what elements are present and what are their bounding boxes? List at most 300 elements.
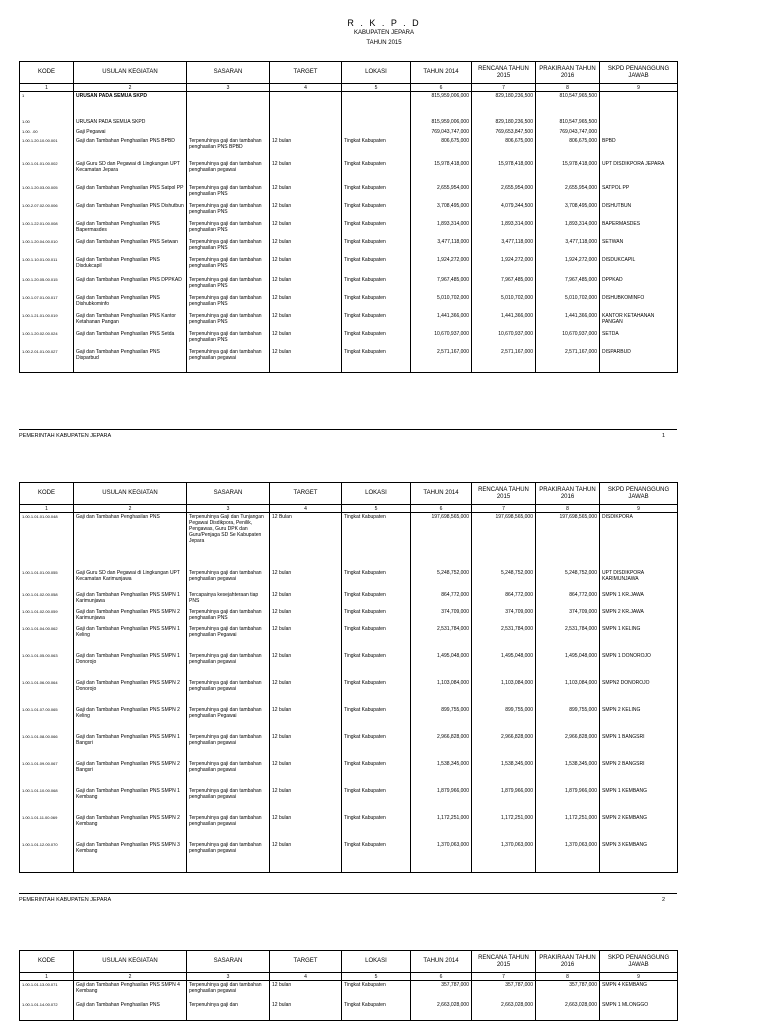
cell-target: 12 bulan [270, 760, 342, 787]
column-number: 1 [20, 973, 74, 981]
cell-skpd: DISHUTBUN [600, 202, 678, 220]
cell-rencana-2015: 769,653,847,500 [472, 128, 536, 137]
cell-sasaran: Terpenuhinya gaji dan [187, 1001, 270, 1021]
cell-usulan-kegiatan: Gaji dan Tambahan Penghasilan PNS SMPN 1 Bangsri [74, 733, 187, 760]
cell-target: 12 bulan [270, 276, 342, 294]
table-row [20, 841, 678, 873]
column-number: 4 [270, 505, 342, 513]
cell-usulan-kegiatan: Gaji dan Tambahan Penghasilan PNS SMPN 1 Keling [74, 625, 187, 652]
cell-skpd: SMPN 4 KEMBANG [600, 981, 678, 1001]
column-number: 4 [270, 973, 342, 981]
report-title: R . K . P . D [347, 18, 421, 28]
cell-target: 12 bulan [270, 238, 342, 256]
cell-skpd [600, 92, 678, 118]
cell-tahun-2014: 1,879,966,000 [411, 787, 472, 814]
cell-prakiraan-2016: 3,477,118,000 [536, 238, 600, 256]
cell-usulan-kegiatan: Gaji Pegawai [74, 128, 187, 137]
column-number: 2 [74, 84, 187, 92]
table-row [20, 591, 678, 608]
cell-kode: 1.00.1.22.01.00.008 [20, 220, 74, 238]
cell-skpd: BAPERMASDES [600, 220, 678, 238]
table-row [20, 184, 678, 202]
table-row [20, 330, 678, 348]
cell-kode: 1.00.1.01.07.00.065 [20, 706, 74, 733]
cell-prakiraan-2016: 5,248,752,000 [536, 569, 600, 591]
cell-kode: 1.00.1.10.01.00.011 [20, 256, 74, 276]
cell-sasaran: Terpenuhinya gaji dan tambahan penghasilan PNS [187, 220, 270, 238]
cell-tahun-2014: 2,531,784,000 [411, 625, 472, 652]
table-row [20, 160, 678, 184]
cell-skpd: SMPN 1 MLONGGO [600, 1001, 678, 1021]
cell-prakiraan-2016: 3,708,495,000 [536, 202, 600, 220]
column-header-usulan-kegiatan: USULAN KEGIATAN [74, 951, 187, 973]
cell-kode: 1.00.1.01.14.00.072 [20, 1001, 74, 1021]
cell-target: 12 bulan [270, 348, 342, 373]
column-header-target: TARGET [270, 951, 342, 973]
column-header-skpd: SKPD PENANGGUNG JAWAB [600, 483, 678, 505]
cell-rencana-2015: 806,675,000 [472, 137, 536, 160]
cell-lokasi: Tingkat Kabupaten [342, 706, 411, 733]
column-header-target: TARGET [270, 62, 342, 84]
cell-sasaran: Terpenuhinya gaji dan tambahan penghasilan pegawai [187, 160, 270, 184]
cell-tahun-2014: 2,966,828,000 [411, 733, 472, 760]
cell-skpd: DISDUKCAPIL [600, 256, 678, 276]
cell-target [270, 92, 342, 118]
cell-skpd: UPT DISDIKPORA JEPARA [600, 160, 678, 184]
table-row [20, 348, 678, 373]
cell-kode: 1.00.1.07.01.00.017 [20, 294, 74, 312]
column-number: 6 [411, 84, 472, 92]
column-header-tahun-2014: TAHUN 2014 [411, 951, 472, 973]
cell-tahun-2014: 806,675,000 [411, 137, 472, 160]
column-number: 5 [342, 505, 411, 513]
page-2-table [19, 482, 678, 873]
column-header-kode: KODE [20, 62, 74, 84]
cell-target: 12 bulan [270, 256, 342, 276]
cell-usulan-kegiatan: Gaji dan Tambahan Penghasilan PNS Kantor Ketahanan Pangan [74, 312, 187, 330]
cell-sasaran: Terpenuhinya gaji dan tambahan penghasilan Pegawai [187, 706, 270, 733]
cell-rencana-2015: 1,441,366,000 [472, 312, 536, 330]
cell-rencana-2015: 2,663,028,000 [472, 1001, 536, 1021]
cell-prakiraan-2016: 899,755,000 [536, 706, 600, 733]
cell-rencana-2015: 3,477,118,000 [472, 238, 536, 256]
report-subtitle-region: KABUPATEN JEPARA [353, 30, 414, 36]
cell-target: 12 bulan [270, 312, 342, 330]
cell-usulan-kegiatan: Gaji dan Tambahan Penghasilan PNS Disdukcapil [74, 256, 187, 276]
cell-prakiraan-2016: 15,978,418,000 [536, 160, 600, 184]
table-row [20, 706, 678, 733]
cell-prakiraan-2016: 2,966,828,000 [536, 733, 600, 760]
cell-sasaran: Terpenuhinya gaji dan tambahan penghasilan pegawai [187, 787, 270, 814]
cell-sasaran: Terpenuhinya gaji dan tambahan penghasilan PNS BPBD [187, 137, 270, 160]
column-header-sasaran: SASARAN [187, 62, 270, 84]
column-header-lokasi: LOKASI [342, 483, 411, 505]
cell-usulan-kegiatan: Gaji dan Tambahan Penghasilan PNS Disparbud [74, 348, 187, 373]
cell-skpd: SMPN 2 KELING [600, 706, 678, 733]
column-number: 2 [74, 973, 187, 981]
cell-usulan-kegiatan: Gaji dan Tambahan Penghasilan PNS Bapermasdes [74, 220, 187, 238]
cell-prakiraan-2016: 2,663,028,000 [536, 1001, 600, 1021]
cell-sasaran: Terpenuhinya gaji dan tambahan penghasilan pegawai [187, 814, 270, 841]
cell-tahun-2014: 15,978,418,000 [411, 160, 472, 184]
cell-target: 12 bulan [270, 841, 342, 873]
cell-rencana-2015: 1,495,048,000 [472, 652, 536, 679]
cell-lokasi [342, 118, 411, 128]
cell-rencana-2015: 1,172,251,000 [472, 814, 536, 841]
cell-target: 12 bulan [270, 733, 342, 760]
cell-rencana-2015: 1,879,966,000 [472, 787, 536, 814]
cell-rencana-2015: 15,978,418,000 [472, 160, 536, 184]
cell-skpd: SETDA [600, 330, 678, 348]
table-row [20, 679, 678, 706]
cell-kode: 1.00.1.20.04.00.010 [20, 238, 74, 256]
report-subtitle-year: TAHUN 2015 [366, 40, 402, 46]
cell-skpd: SMPN 1 KR.JAWA [600, 591, 678, 608]
table-row [20, 1001, 678, 1021]
cell-rencana-2015: 829,180,236,500 [472, 118, 536, 128]
column-number: 3 [187, 505, 270, 513]
cell-lokasi [342, 128, 411, 137]
cell-kode: 1.00.1.01.01.00.048 [20, 513, 74, 569]
cell-usulan-kegiatan: Gaji dan Tambahan Penghasilan PNS Satpol PP [74, 184, 187, 202]
column-header-lokasi: LOKASI [342, 62, 411, 84]
cell-skpd: DISPARBUD [600, 348, 678, 373]
cell-usulan-kegiatan: Gaji dan Tambahan Penghasilan PNS SMPN 4 Kembang [74, 981, 187, 1001]
cell-sasaran: Terpenuhinya gaji dan tambahan penghasilan PNS [187, 202, 270, 220]
cell-prakiraan-2016: 864,772,000 [536, 591, 600, 608]
cell-tahun-2014: 1,924,272,000 [411, 256, 472, 276]
cell-rencana-2015: 5,248,752,000 [472, 569, 536, 591]
cell-tahun-2014: 357,787,000 [411, 981, 472, 1001]
cell-target [270, 118, 342, 128]
cell-lokasi: Tingkat Kabupaten [342, 348, 411, 373]
cell-prakiraan-2016: 2,655,954,000 [536, 184, 600, 202]
column-number: 1 [20, 505, 74, 513]
cell-lokasi: Tingkat Kabupaten [342, 220, 411, 238]
column-number: 7 [472, 505, 536, 513]
cell-usulan-kegiatan: Gaji dan Tambahan Penghasilan PNS SMPN 3 Kembang [74, 841, 187, 873]
cell-kode: 1 [20, 92, 74, 118]
column-number: 8 [536, 505, 600, 513]
cell-sasaran: Terpenuhinya gaji dan tambahan penghasilan pegawai [187, 569, 270, 591]
cell-tahun-2014: 864,772,000 [411, 591, 472, 608]
cell-sasaran: Terpenuhinya gaji dan tambahan penghasilan PNS [187, 276, 270, 294]
cell-rencana-2015: 7,967,485,000 [472, 276, 536, 294]
cell-tahun-2014: 1,495,048,000 [411, 652, 472, 679]
cell-skpd: BPBD [600, 137, 678, 160]
table-row [20, 312, 678, 330]
cell-usulan-kegiatan: Gaji dan Tambahan Penghasilan PNS SMPN 2 Bangsri [74, 760, 187, 787]
cell-lokasi: Tingkat Kabupaten [342, 981, 411, 1001]
table-row [20, 256, 678, 276]
cell-sasaran: Terpenuhinya gaji dan tambahan penghasilan PNS [187, 184, 270, 202]
cell-prakiraan-2016: 2,571,167,000 [536, 348, 600, 373]
cell-skpd: SETWAN [600, 238, 678, 256]
cell-sasaran: Terpenuhinya gaji dan tambahan penghasilan PNS [187, 238, 270, 256]
cell-lokasi: Tingkat Kabupaten [342, 841, 411, 873]
table-row [20, 92, 678, 118]
column-header-prakiraan-2016: PRAKIRAAN TAHUN 2016 [536, 483, 600, 505]
page-3-table [19, 950, 678, 1021]
cell-tahun-2014: 1,893,314,000 [411, 220, 472, 238]
cell-lokasi: Tingkat Kabupaten [342, 184, 411, 202]
column-number: 4 [270, 84, 342, 92]
cell-usulan-kegiatan: Gaji dan Tambahan Penghasilan PNS BPBD [74, 137, 187, 160]
cell-target: 12 bulan [270, 220, 342, 238]
cell-target: 12 bulan [270, 679, 342, 706]
column-number: 2 [74, 505, 187, 513]
cell-lokasi: Tingkat Kabupaten [342, 256, 411, 276]
cell-lokasi: Tingkat Kabupaten [342, 137, 411, 160]
page-number: 2 [661, 897, 665, 903]
cell-usulan-kegiatan: Gaji dan Tambahan Penghasilan PNS Dishubkominfo [74, 294, 187, 312]
cell-sasaran [187, 118, 270, 128]
cell-skpd: DPPKAD [600, 276, 678, 294]
column-number: 7 [472, 84, 536, 92]
cell-sasaran [187, 92, 270, 118]
cell-prakiraan-2016: 2,531,784,000 [536, 625, 600, 652]
cell-lokasi: Tingkat Kabupaten [342, 1001, 411, 1021]
cell-usulan-kegiatan: Gaji Guru SD dan Pegawai di Lingkungan UPT Kecamatan Jepara [74, 160, 187, 184]
cell-kode: 1.00.1.01.11.00.069 [20, 814, 74, 841]
cell-lokasi: Tingkat Kabupaten [342, 330, 411, 348]
cell-tahun-2014: 5,248,752,000 [411, 569, 472, 591]
table-row [20, 118, 678, 128]
cell-kode: 1.00.2.01.01.00.027 [20, 348, 74, 373]
column-number: 7 [472, 973, 536, 981]
cell-tahun-2014: 815,959,006,000 [411, 92, 472, 118]
cell-kode: 1.00.1.21.01.00.019 [20, 312, 74, 330]
cell-usulan-kegiatan: URUSAN PADA SEMUA SKPD [74, 92, 187, 118]
column-header-skpd: SKPD PENANGGUNG JAWAB [600, 62, 678, 84]
cell-sasaran: Terpenuhinya gaji dan tambahan penghasilan PNS [187, 608, 270, 625]
page-number: 1 [661, 433, 665, 439]
cell-tahun-2014: 1,370,063,000 [411, 841, 472, 873]
cell-rencana-2015: 1,370,063,000 [472, 841, 536, 873]
column-number: 8 [536, 973, 600, 981]
column-header-sasaran: SASARAN [187, 483, 270, 505]
cell-lokasi: Tingkat Kabupaten [342, 160, 411, 184]
cell-target: 12 bulan [270, 787, 342, 814]
cell-sasaran: Terpenuhinya gaji dan tambahan penghasilan pegawai [187, 760, 270, 787]
cell-tahun-2014: 3,477,118,000 [411, 238, 472, 256]
column-number: 5 [342, 84, 411, 92]
table-row [20, 220, 678, 238]
cell-kode: 1.00.1.01.06.00.064 [20, 679, 74, 706]
cell-tahun-2014: 7,967,485,000 [411, 276, 472, 294]
column-header-rencana-2015: RENCANA TAHUN 2015 [472, 62, 536, 84]
cell-skpd [600, 128, 678, 137]
cell-sasaran: Terpenuhinya gaji dan tambahan penghasilan pegawai [187, 348, 270, 373]
column-header-rencana-2015: RENCANA TAHUN 2015 [472, 951, 536, 973]
cell-kode: 1.00.1.20.10.00.001 [20, 137, 74, 160]
cell-lokasi: Tingkat Kabupaten [342, 238, 411, 256]
cell-rencana-2015: 4,079,344,500 [472, 202, 536, 220]
page-2-footer [19, 893, 677, 903]
table-row [20, 608, 678, 625]
cell-tahun-2014: 2,571,167,000 [411, 348, 472, 373]
cell-prakiraan-2016: 1,172,251,000 [536, 814, 600, 841]
cell-sasaran: Terpenuhinya gaji dan tambahan penghasilan pegawai [187, 841, 270, 873]
cell-kode: 1.00. .00 [20, 128, 74, 137]
cell-usulan-kegiatan: Gaji Guru SD dan Pegawai di Lingkungan UPT Kecamatan Karimunjawa [74, 569, 187, 591]
cell-target: 12 bulan [270, 1001, 342, 1021]
cell-lokasi: Tingkat Kabupaten [342, 787, 411, 814]
cell-prakiraan-2016: 810,547,965,500 [536, 92, 600, 118]
column-number: 1 [20, 84, 74, 92]
cell-usulan-kegiatan: Gaji dan Tambahan Penghasilan PNS SMPN 1 Karimunjawa [74, 591, 187, 608]
column-header-tahun-2014: TAHUN 2014 [411, 483, 472, 505]
cell-rencana-2015: 5,010,702,000 [472, 294, 536, 312]
column-number: 9 [600, 973, 678, 981]
cell-sasaran: Terpenuhinya gaji dan tambahan penghasilan pegawai [187, 652, 270, 679]
cell-prakiraan-2016: 1,103,084,000 [536, 679, 600, 706]
cell-rencana-2015: 829,180,236,500 [472, 92, 536, 118]
cell-prakiraan-2016: 197,698,565,000 [536, 513, 600, 569]
cell-usulan-kegiatan: Gaji dan Tambahan Penghasilan PNS Setwan [74, 238, 187, 256]
cell-target: 12 bulan [270, 160, 342, 184]
cell-usulan-kegiatan: Gaji dan Tambahan Penghasilan PNS Dishutbun [74, 202, 187, 220]
cell-tahun-2014: 769,043,747,000 [411, 128, 472, 137]
cell-target [270, 128, 342, 137]
footer-text: PEMERINTAH KABUPATEN JEPARA [19, 433, 112, 439]
cell-prakiraan-2016: 1,495,048,000 [536, 652, 600, 679]
cell-target: 12 bulan [270, 294, 342, 312]
table-row [20, 128, 678, 137]
cell-sasaran: Terpenuhinya Gaji dan Tunjangan Pegawai Disdikpora, Penilik, Pengawas, Guru DPK dan Guru/Penjaga SD Se Kabupaten Jepara [187, 513, 270, 569]
cell-usulan-kegiatan: Gaji dan Tambahan Penghasilan PNS [74, 513, 187, 569]
column-number: 9 [600, 505, 678, 513]
cell-sasaran [187, 128, 270, 137]
cell-prakiraan-2016: 374,709,000 [536, 608, 600, 625]
cell-rencana-2015: 864,772,000 [472, 591, 536, 608]
cell-lokasi: Tingkat Kabupaten [342, 679, 411, 706]
column-number: 6 [411, 973, 472, 981]
cell-tahun-2014: 1,103,084,000 [411, 679, 472, 706]
page-1-footer [19, 429, 677, 439]
cell-sasaran: Terpenuhinya gaji dan tambahan penghasilan Pegawai [187, 625, 270, 652]
cell-sasaran: Tercapainya kesejahteraan tiap PNS [187, 591, 270, 608]
cell-lokasi: Tingkat Kabupaten [342, 202, 411, 220]
table-row [20, 202, 678, 220]
column-number: 5 [342, 973, 411, 981]
cell-tahun-2014: 815,959,006,000 [411, 118, 472, 128]
cell-prakiraan-2016: 1,370,063,000 [536, 841, 600, 873]
cell-sasaran: Terpenuhinya gaji dan tambahan penghasilan PNS [187, 330, 270, 348]
cell-sasaran: Terpenuhinya gaji dan tambahan penghasilan pegawai [187, 733, 270, 760]
cell-target: 12 bulan [270, 608, 342, 625]
table-row [20, 294, 678, 312]
column-header-tahun-2014: TAHUN 2014 [411, 62, 472, 84]
table-row [20, 652, 678, 679]
cell-skpd: UPT DISDIKPORA KARIMUNJAWA [600, 569, 678, 591]
cell-lokasi: Tingkat Kabupaten [342, 276, 411, 294]
column-header-skpd: SKPD PENANGGUNG JAWAB [600, 951, 678, 973]
cell-skpd: SMPN2 DONOROJO [600, 679, 678, 706]
table-row [20, 513, 678, 569]
cell-rencana-2015: 1,103,084,000 [472, 679, 536, 706]
cell-prakiraan-2016: 1,879,966,000 [536, 787, 600, 814]
column-header-prakiraan-2016: PRAKIRAAN TAHUN 2016 [536, 951, 600, 973]
cell-rencana-2015: 2,655,954,000 [472, 184, 536, 202]
cell-rencana-2015: 374,709,000 [472, 608, 536, 625]
cell-rencana-2015: 10,670,937,000 [472, 330, 536, 348]
cell-lokasi: Tingkat Kabupaten [342, 294, 411, 312]
cell-usulan-kegiatan: Gaji dan Tambahan Penghasilan PNS DPPKAD [74, 276, 187, 294]
column-header-lokasi: LOKASI [342, 951, 411, 973]
cell-tahun-2014: 2,655,954,000 [411, 184, 472, 202]
cell-kode: 1.00 [20, 118, 74, 128]
column-header-target: TARGET [270, 483, 342, 505]
column-header-kode: KODE [20, 483, 74, 505]
table-row [20, 276, 678, 294]
cell-rencana-2015: 2,531,784,000 [472, 625, 536, 652]
cell-tahun-2014: 899,755,000 [411, 706, 472, 733]
table-row [20, 787, 678, 814]
cell-tahun-2014: 10,670,937,000 [411, 330, 472, 348]
column-header-sasaran: SASARAN [187, 951, 270, 973]
cell-usulan-kegiatan: Gaji dan Tambahan Penghasilan PNS SMPN 2 Kembang [74, 814, 187, 841]
cell-tahun-2014: 1,441,366,000 [411, 312, 472, 330]
cell-prakiraan-2016: 7,967,485,000 [536, 276, 600, 294]
cell-rencana-2015: 2,966,828,000 [472, 733, 536, 760]
table-row [20, 981, 678, 1001]
cell-usulan-kegiatan: URUSAN PADA SEMUA SKPD [74, 118, 187, 128]
cell-target: 12 bulan [270, 184, 342, 202]
cell-prakiraan-2016: 1,893,314,000 [536, 220, 600, 238]
cell-skpd: SMPN 1 KELING [600, 625, 678, 652]
cell-tahun-2014: 197,698,565,000 [411, 513, 472, 569]
cell-rencana-2015: 357,787,000 [472, 981, 536, 1001]
cell-tahun-2014: 1,538,345,000 [411, 760, 472, 787]
cell-prakiraan-2016: 1,441,366,000 [536, 312, 600, 330]
cell-lokasi: Tingkat Kabupaten [342, 312, 411, 330]
cell-skpd: KANTOR KETAHANAN PANGAN [600, 312, 678, 330]
table-row [20, 733, 678, 760]
table-row [20, 238, 678, 256]
cell-target: 12 bulan [270, 981, 342, 1001]
cell-lokasi: Tingkat Kabupaten [342, 513, 411, 569]
cell-rencana-2015: 1,538,345,000 [472, 760, 536, 787]
cell-tahun-2014: 374,709,000 [411, 608, 472, 625]
cell-target: 12 Bulan [270, 513, 342, 569]
cell-lokasi: Tingkat Kabupaten [342, 652, 411, 679]
cell-skpd: SMPN 1 KEMBANG [600, 787, 678, 814]
cell-target: 12 bulan [270, 706, 342, 733]
table-row [20, 137, 678, 160]
table-row [20, 760, 678, 787]
cell-usulan-kegiatan: Gaji dan Tambahan Penghasilan PNS [74, 1001, 187, 1021]
cell-tahun-2014: 5,010,702,000 [411, 294, 472, 312]
cell-sasaran: Terpenuhinya gaji dan tambahan penghasilan PNS [187, 256, 270, 276]
cell-lokasi [342, 92, 411, 118]
cell-sasaran: Terpenuhinya gaji dan tambahan penghasilan pegawai [187, 981, 270, 1001]
cell-skpd: SMPN 2 KEMBANG [600, 814, 678, 841]
cell-rencana-2015: 197,698,565,000 [472, 513, 536, 569]
cell-lokasi: Tingkat Kabupaten [342, 625, 411, 652]
cell-target: 12 bulan [270, 137, 342, 160]
cell-prakiraan-2016: 5,010,702,000 [536, 294, 600, 312]
column-header-prakiraan-2016: PRAKIRAAN TAHUN 2016 [536, 62, 600, 84]
cell-rencana-2015: 2,571,167,000 [472, 348, 536, 373]
cell-tahun-2014: 3,708,495,000 [411, 202, 472, 220]
cell-kode: 1.00.1.20.05.00.015 [20, 276, 74, 294]
cell-kode: 1.00.1.01.13.00.071 [20, 981, 74, 1001]
table-row [20, 625, 678, 652]
cell-usulan-kegiatan: Gaji dan Tambahan Penghasilan PNS SMPN 2 Donorojo [74, 679, 187, 706]
cell-target: 12 bulan [270, 814, 342, 841]
cell-prakiraan-2016: 810,547,965,500 [536, 118, 600, 128]
